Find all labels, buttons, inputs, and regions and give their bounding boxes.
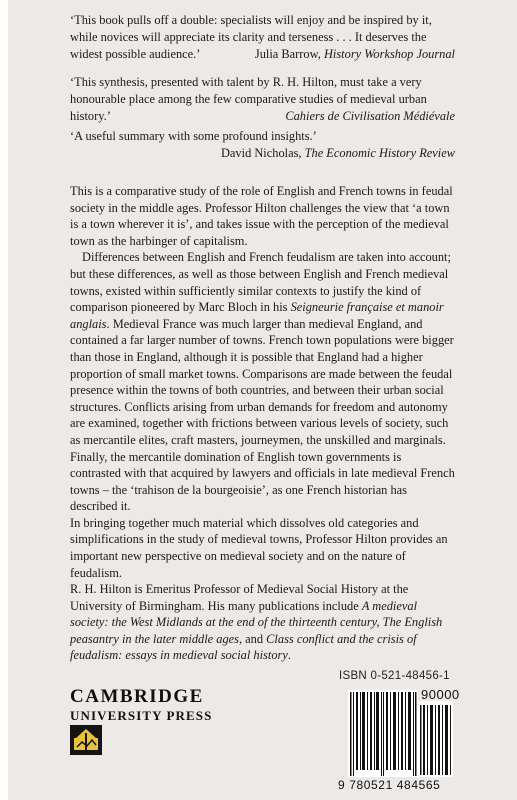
review-2-publication: Cahiers de Civilisation Médiévale — [285, 108, 455, 123]
review-1-author: Julia Barrow, — [254, 46, 321, 61]
publisher-name-line1: CAMBRIDGE — [70, 686, 204, 707]
review-3-source — [70, 145, 455, 162]
barcode-number: 9 780521 484565 — [338, 778, 441, 792]
description-paragraph-2 — [70, 249, 455, 515]
paragraph-2-text-b: . Medieval France was much larger than medieval England, and contained a far larger number of towns. French town populations were bigger than those in England, although it is possible that England had a higher proportion of small market towns. Comparisons are made between the feudal presence within the towns of both countries, and between their urban social structures. Conflicts arising from urban demands for freedom and autonomy are examined, together with frictions between various levels of society, such as mercantile elites, craft masters, journeymen, the unskilled and marginals. Finally, the mercantile domination of English town governments is contrasted with that acquired by lawyers and officials in late medieval French towns – the ‘trahison de la bourgeoisie’, as one French historian has described it. — [70, 316, 455, 514]
publisher-name-line2: UNIVERSITY PRESS — [70, 708, 213, 723]
review-2 — [70, 74, 455, 124]
publisher-logo — [70, 686, 212, 723]
isbn-label: ISBN 0-521-48456-1 — [339, 670, 450, 682]
review-3 — [70, 128, 455, 162]
review-1 — [70, 12, 455, 62]
review-2-quote: ‘This synthesis, presented with talent by R. H. Hilton, must take a very honourable place among the few comparative studies of medieval urban history.’ — [70, 75, 427, 123]
bio-title-1: A medieval society: the West Midlands at the end of the thirteenth century, The English peasantry in the later middle ages, — [70, 598, 443, 646]
publisher-crest-icon — [70, 725, 102, 755]
review-3-publication: The Economic History Review — [304, 145, 455, 160]
book-title-reference: Seigneurie française et manoir anglais — [70, 300, 444, 331]
author-bio — [70, 581, 455, 664]
paragraph-2-text-a: Differences between English and French feudalism are taken into account; but these differences, as well as those between English and French medieval towns, existed within sufficiently similar contexts to justify the kind of comparison pioneered by Marc Bloch in his — [70, 250, 451, 315]
review-1-publication: History Workshop Journal — [323, 46, 455, 61]
description-paragraph-1: This is a comparative study of the role of English and French towns in feudal society in the middle ages. Professor Hilton challenges the view that ‘a town is a town wherever it is’, and takes issue with the perception of the medieval town as the harbinger of capitalism. — [70, 184, 453, 248]
review-3-author: David Nicholas, — [220, 145, 302, 160]
price-code: 90000 — [421, 687, 460, 702]
review-1-quote: ‘This book pulls off a double: specialists will enjoy and be inspired by it, while novices will appreciate its clarity and terseness . . . It deserves the widest possible audience.’ — [70, 13, 432, 61]
review-3-quote: ‘A useful summary with some profound insights.’ — [70, 129, 317, 143]
review-2-source — [70, 108, 455, 125]
bio-text-c: . — [287, 648, 291, 663]
bio-text-b: and — [242, 631, 267, 646]
barcode-bars-addon — [418, 701, 453, 777]
description — [70, 183, 455, 581]
barcode-block — [260, 668, 460, 793]
left-border — [0, 0, 8, 800]
barcode-bars-main — [348, 690, 418, 777]
cover-footer — [70, 668, 460, 793]
bio-title-2: Class conflict and the crisis of feudalism: essays in medieval social history — [70, 631, 417, 663]
bio-text-a: R. H. Hilton is Emeritus Professor of Medieval Social History at the University of Birmingham. His many publications include — [70, 582, 409, 613]
description-paragraph-3: In bringing together much material which dissolves old categories and simplifications in the study of medieval towns, Professor Hilton provides an important new perspective on medieval society and on the nature of feudalism. — [70, 515, 448, 580]
